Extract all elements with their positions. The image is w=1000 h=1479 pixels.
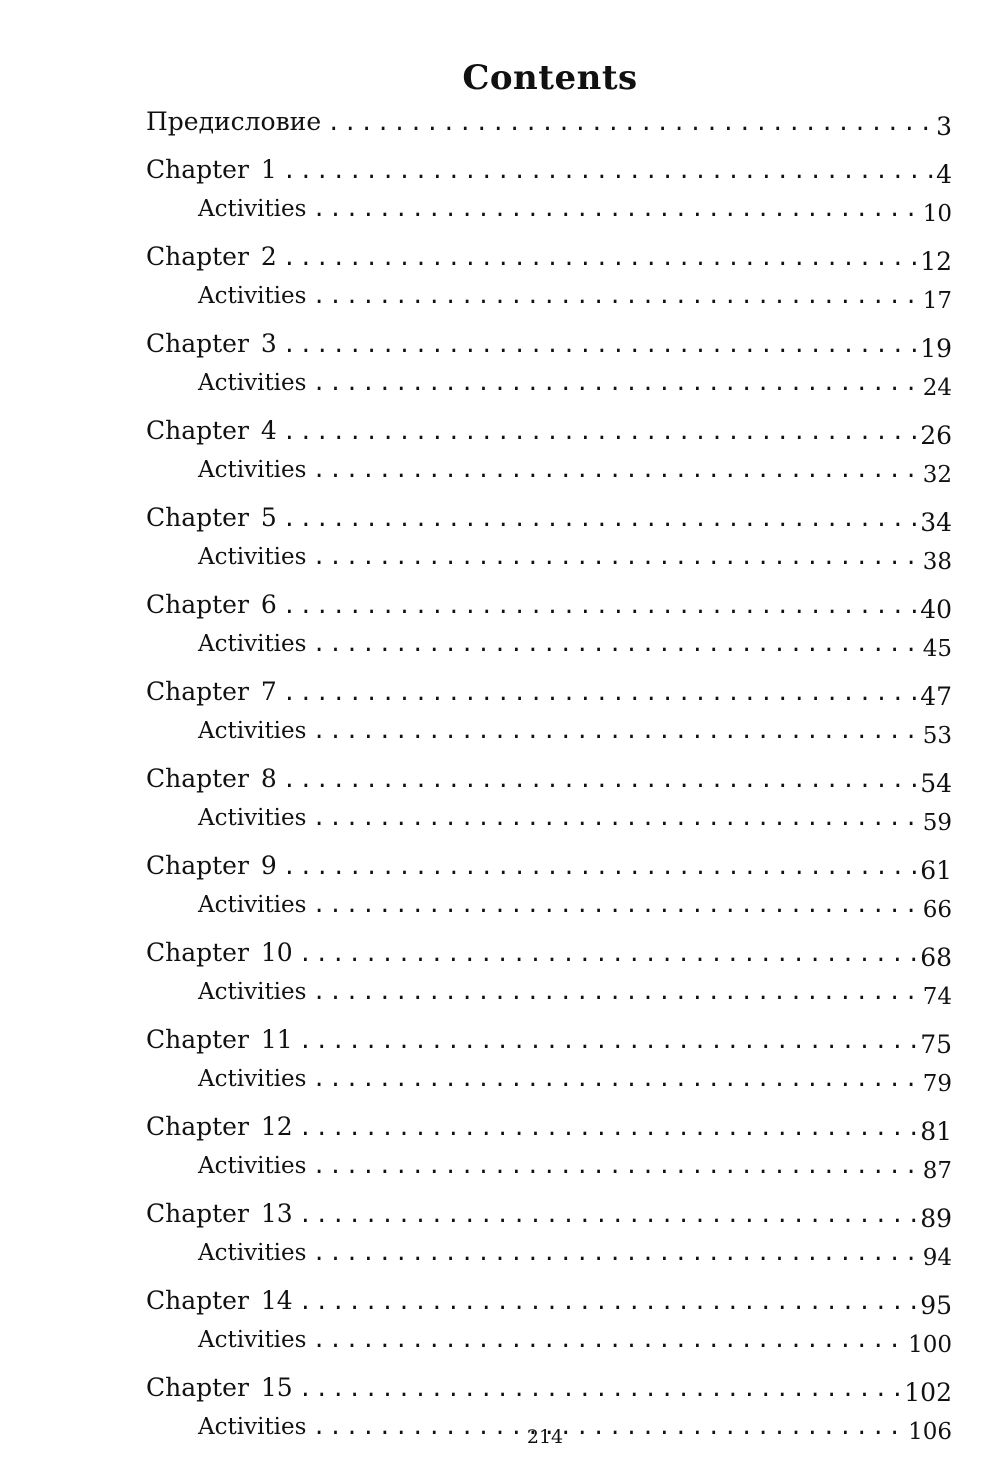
toc-entry-page-number: 102 (904, 1378, 952, 1407)
toc-subentry[interactable] (146, 364, 952, 403)
toc-entry-page-number: 53 (922, 723, 952, 749)
toc-entry[interactable] (146, 1196, 952, 1234)
dot-leader (312, 626, 920, 664)
dot-leader (283, 676, 918, 712)
dot-leader (283, 850, 918, 886)
toc-subentry[interactable] (146, 451, 952, 490)
toc-entry-page-number: 38 (922, 549, 952, 575)
dot-leader (283, 763, 918, 799)
toc-entry-label: Chapter 7 (146, 677, 277, 706)
toc-entry-page-number: 87 (922, 1158, 952, 1184)
toc-entry-page-number: 81 (920, 1117, 952, 1146)
toc-entry-page-number: 89 (920, 1204, 952, 1233)
toc-entry-label: Activities (198, 1414, 307, 1440)
toc-entry-label: Activities (198, 370, 307, 396)
toc-subentry[interactable] (146, 799, 952, 838)
toc-entry-page-number: 75 (920, 1030, 952, 1059)
dot-leader (312, 800, 920, 838)
dot-leader (312, 713, 920, 751)
toc-entry[interactable] (146, 1022, 952, 1060)
toc-entry-label: Activities (198, 805, 307, 831)
dot-leader (299, 1111, 918, 1147)
toc-entry-label: Предисловие (146, 107, 322, 136)
dot-leader (283, 328, 918, 364)
toc-entry-page-number: 100 (908, 1332, 952, 1358)
toc-entry-page-number: 61 (920, 856, 952, 885)
dot-leader (299, 937, 918, 973)
toc-entry[interactable] (146, 413, 952, 451)
toc-entry-label: Chapter 4 (146, 416, 277, 445)
toc-entry-page-number: 32 (922, 462, 952, 488)
toc-entry[interactable] (146, 935, 952, 973)
dot-leader (312, 974, 920, 1012)
toc-entry-page-number: 106 (908, 1419, 952, 1445)
toc-entry[interactable] (146, 1109, 952, 1147)
toc-entry-page-number: 95 (920, 1291, 952, 1320)
toc-entry-page-number: 66 (922, 897, 952, 923)
toc-entry-label: Chapter 3 (146, 329, 277, 358)
dot-leader (312, 887, 920, 925)
toc-entry-page-number: 40 (920, 595, 952, 624)
dot-leader (299, 1198, 918, 1234)
dot-leader (283, 241, 918, 277)
toc-entry-label: Activities (198, 457, 307, 483)
toc-entry-label: Chapter 12 (146, 1112, 293, 1141)
toc-subentry[interactable] (146, 1147, 952, 1186)
toc-entry-label: Chapter 13 (146, 1199, 293, 1228)
dot-leader (283, 415, 918, 451)
toc-entry-page-number: 79 (922, 1071, 952, 1097)
toc-entry-page-number: 3 (936, 112, 952, 141)
toc-entry-page-number: 10 (922, 201, 952, 227)
toc-entry-page-number: 45 (922, 636, 952, 662)
toc-entry-label: Activities (198, 979, 307, 1005)
toc-subentry[interactable] (146, 973, 952, 1012)
toc-subentry[interactable] (146, 1234, 952, 1273)
toc-entry[interactable] (146, 326, 952, 364)
toc-entry[interactable] (146, 1370, 952, 1408)
dot-leader (312, 1322, 906, 1360)
dot-leader (299, 1285, 918, 1321)
toc-entry-page-number: 94 (922, 1245, 952, 1271)
dot-leader (312, 452, 920, 490)
dot-leader (283, 502, 918, 538)
toc-entry[interactable] (146, 674, 952, 712)
toc-entry-label: Activities (198, 1327, 307, 1353)
dot-leader (299, 1372, 903, 1408)
toc-entry-label: Chapter 2 (146, 242, 277, 271)
dot-leader (312, 1148, 920, 1186)
dot-leader (312, 1061, 920, 1099)
toc-entry-page-number: 59 (922, 810, 952, 836)
dot-leader (327, 106, 934, 142)
toc-entry-label: Chapter 6 (146, 590, 277, 619)
toc-entry-label: Activities (198, 718, 307, 744)
toc-entry-page-number: 4 (936, 160, 952, 189)
toc-subentry[interactable] (146, 1321, 952, 1360)
dot-leader (299, 1024, 918, 1060)
toc-entry-page-number: 19 (920, 334, 952, 363)
toc-entry[interactable] (146, 104, 952, 142)
toc-entry-label: Activities (198, 1066, 307, 1092)
toc-entry[interactable] (146, 761, 952, 799)
toc-entry-page-number: 17 (922, 288, 952, 314)
dot-leader (312, 1235, 920, 1273)
toc-entry-label: Chapter 1 (146, 155, 277, 184)
toc-entry-label: Chapter 14 (146, 1286, 293, 1315)
toc-entry-page-number: 12 (920, 247, 952, 276)
toc-entry-page-number: 68 (920, 943, 952, 972)
toc-entry-label: Activities (198, 1153, 307, 1179)
toc-entry-page-number: 34 (920, 508, 952, 537)
dot-leader (312, 278, 920, 316)
toc-entry-label: Chapter 8 (146, 764, 277, 793)
dot-leader (312, 539, 920, 577)
toc-entry-label: Activities (198, 283, 307, 309)
toc-subentry[interactable] (146, 886, 952, 925)
toc-entry-label: Chapter 10 (146, 938, 293, 967)
toc-entry[interactable] (146, 152, 952, 190)
dot-leader (312, 191, 920, 229)
toc-subentry[interactable] (146, 277, 952, 316)
toc-entry-page-number: 54 (920, 769, 952, 798)
toc-entry-page-number: 26 (920, 421, 952, 450)
toc-entry-label: Chapter 11 (146, 1025, 293, 1054)
toc-entry-label: Activities (198, 1240, 307, 1266)
toc-entry[interactable] (146, 587, 952, 625)
toc-entry[interactable] (146, 848, 952, 886)
toc-entry-label: Chapter 5 (146, 503, 277, 532)
toc-entry-label: Activities (198, 892, 307, 918)
toc-entry[interactable] (146, 239, 952, 277)
toc-entry-label: Activities (198, 196, 307, 222)
page-number: 214 (526, 1426, 564, 1448)
toc-entry-label: Chapter 9 (146, 851, 277, 880)
toc-entry-label: Chapter 15 (146, 1373, 293, 1402)
toc-entry-label: Activities (198, 544, 307, 570)
dot-leader (283, 589, 918, 625)
toc-entry-page-number: 24 (922, 375, 952, 401)
toc-subentry[interactable] (146, 538, 952, 577)
toc-subentry[interactable] (146, 712, 952, 751)
dot-leader (312, 365, 920, 403)
toc-entry-page-number: 47 (920, 682, 952, 711)
toc-entry[interactable] (146, 500, 952, 538)
table-of-contents (146, 104, 952, 1447)
dot-leader (283, 154, 934, 190)
toc-subentry[interactable] (146, 1060, 952, 1099)
toc-subentry[interactable] (146, 190, 952, 229)
toc-entry[interactable] (146, 1283, 952, 1321)
toc-entry-page-number: 74 (922, 984, 952, 1010)
toc-subentry[interactable] (146, 625, 952, 664)
toc-entry-label: Activities (198, 631, 307, 657)
page-title: Contents (462, 58, 638, 98)
